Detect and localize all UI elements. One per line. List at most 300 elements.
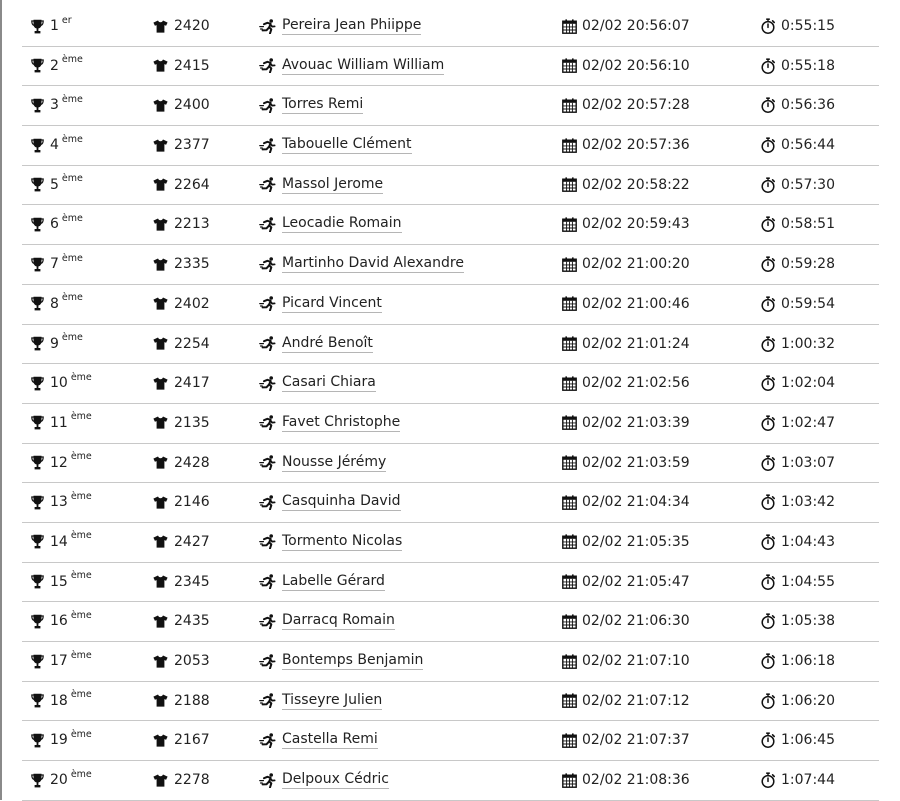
rank-number: 9 — [50, 335, 59, 352]
runner-name-link[interactable]: Massol Jerome — [282, 175, 384, 192]
rank-suffix: ème — [70, 451, 92, 463]
rank-cell — [31, 205, 83, 243]
running-icon — [259, 19, 276, 34]
results-list — [22, 7, 879, 801]
runner-name-link[interactable]: Leocadie Romain — [282, 215, 402, 232]
rank-cell — [31, 47, 83, 85]
duration: 0:59:28 — [781, 256, 835, 273]
name-cell — [259, 47, 444, 85]
rank-suffix: ème — [61, 54, 83, 66]
rank-suffix: ème — [61, 292, 83, 304]
rank-number: 1 — [50, 18, 59, 34]
stopwatch-icon — [760, 653, 776, 669]
calendar-icon — [562, 376, 577, 391]
trophy-icon — [31, 455, 44, 470]
stopwatch-icon — [760, 256, 776, 272]
bib-cell — [153, 47, 210, 85]
trophy-icon — [31, 415, 44, 430]
trophy-icon — [31, 654, 44, 669]
finish-datetime: 02/02 20:58:22 — [582, 176, 690, 193]
rank-number: 5 — [50, 176, 59, 193]
tshirt-icon — [153, 20, 168, 33]
rank-cell — [31, 285, 83, 323]
calendar-icon — [562, 455, 577, 470]
rank-cell — [31, 7, 72, 45]
stopwatch-icon — [760, 97, 776, 113]
running-icon — [259, 654, 276, 669]
rank-number: 17 — [50, 653, 68, 669]
stopwatch-icon — [760, 18, 776, 34]
trophy-icon — [31, 58, 44, 73]
bib-cell — [153, 483, 210, 521]
duration: 1:03:07 — [781, 454, 835, 471]
result-row — [22, 404, 879, 444]
name-cell — [259, 602, 395, 640]
result-row — [22, 325, 879, 365]
running-icon — [259, 257, 276, 272]
rank-cell — [31, 126, 83, 164]
rank-suffix: ème — [70, 530, 92, 542]
stopwatch-icon — [760, 534, 776, 550]
rank-suffix: ème — [70, 411, 92, 423]
name-cell — [259, 682, 382, 720]
result-row — [22, 126, 879, 166]
rank-suffix: ème — [70, 768, 92, 780]
calendar-icon — [562, 693, 577, 708]
rank-suffix: er — [61, 14, 72, 26]
datetime-cell — [562, 126, 690, 164]
datetime-cell — [562, 364, 690, 402]
calendar-icon — [562, 58, 577, 73]
runner-name-link[interactable]: Avouac William William — [282, 56, 445, 73]
trophy-icon — [31, 217, 44, 232]
calendar-icon — [562, 19, 577, 34]
running-icon — [259, 376, 276, 391]
trophy-icon — [31, 614, 44, 629]
left-border — [0, 0, 2, 800]
stopwatch-icon — [760, 772, 776, 788]
rank-cell — [31, 444, 92, 482]
datetime-cell — [562, 205, 690, 243]
stopwatch-icon — [760, 693, 776, 709]
rank-cell — [31, 86, 83, 124]
tshirt-icon — [153, 139, 168, 152]
duration: 1:02:04 — [781, 375, 835, 392]
duration-cell — [760, 563, 835, 601]
calendar-icon — [562, 415, 577, 430]
name-cell — [259, 166, 383, 204]
trophy-icon — [31, 336, 44, 351]
datetime-cell — [562, 47, 690, 85]
bib-number: 2053 — [174, 653, 210, 669]
bib-cell — [153, 285, 210, 323]
running-icon — [259, 58, 276, 73]
datetime-cell — [562, 166, 690, 204]
rank-cell — [31, 721, 92, 759]
tshirt-icon — [153, 416, 168, 429]
calendar-icon — [562, 98, 577, 113]
rank-suffix: ème — [70, 689, 92, 701]
result-row — [22, 761, 879, 801]
datetime-cell — [562, 285, 690, 323]
stopwatch-icon — [760, 137, 776, 153]
tshirt-icon — [153, 456, 168, 469]
runner-name-link[interactable]: Martinho David Alexandre — [282, 255, 464, 272]
calendar-icon — [562, 217, 577, 232]
bib-cell — [153, 205, 210, 243]
trophy-icon — [31, 376, 44, 391]
result-row — [22, 7, 879, 47]
result-row — [22, 721, 879, 761]
bib-number: 2427 — [174, 533, 210, 550]
finish-datetime: 02/02 20:57:28 — [582, 97, 690, 114]
rank-number: 4 — [50, 137, 59, 154]
datetime-cell — [562, 444, 690, 482]
rank-cell — [31, 166, 83, 204]
duration-cell — [760, 682, 835, 720]
bib-cell — [153, 602, 210, 640]
duration: 1:07:44 — [781, 772, 835, 789]
runner-name-link[interactable]: Pereira Jean Phiippe — [282, 17, 422, 33]
bib-number: 2415 — [174, 57, 210, 74]
duration-cell — [760, 721, 835, 759]
bib-number: 2278 — [174, 772, 210, 789]
finish-datetime: 02/02 20:56:07 — [582, 18, 690, 34]
finish-datetime: 02/02 21:06:30 — [582, 613, 690, 630]
datetime-cell — [562, 761, 690, 799]
trophy-icon — [31, 98, 44, 113]
duration-cell — [760, 205, 835, 243]
runner-name-link[interactable]: Casari Chiara — [282, 374, 376, 391]
rank-number: 16 — [50, 613, 68, 630]
stopwatch-icon — [760, 177, 776, 193]
calendar-icon — [562, 257, 577, 272]
rank-cell — [31, 602, 92, 640]
bib-cell — [153, 404, 210, 442]
running-icon — [259, 534, 276, 549]
rank-suffix: ème — [61, 133, 83, 145]
name-cell — [259, 325, 373, 363]
bib-number: 2377 — [174, 137, 210, 154]
result-row — [22, 285, 879, 325]
tshirt-icon — [153, 178, 168, 191]
tshirt-icon — [153, 694, 168, 707]
duration: 0:56:36 — [781, 97, 835, 114]
trophy-icon — [31, 495, 44, 510]
rank-number: 20 — [50, 772, 68, 789]
trophy-icon — [31, 177, 44, 192]
name-cell — [259, 404, 400, 442]
tshirt-icon — [153, 734, 168, 747]
duration: 0:55:15 — [781, 18, 835, 34]
duration: 0:59:54 — [781, 295, 835, 312]
rank-cell — [31, 404, 92, 442]
bib-cell — [153, 7, 210, 45]
bib-cell — [153, 563, 210, 601]
datetime-cell — [562, 642, 690, 680]
datetime-cell — [562, 682, 690, 720]
duration-cell — [760, 444, 835, 482]
rank-number: 3 — [50, 97, 59, 114]
finish-datetime: 02/02 21:03:59 — [582, 454, 690, 471]
rank-suffix: ème — [70, 728, 92, 740]
duration-cell — [760, 325, 835, 363]
runner-name-link[interactable]: Favet Christophe — [282, 413, 401, 430]
runner-name-link[interactable]: Tormento Nicolas — [282, 532, 403, 549]
bib-number: 2146 — [174, 494, 210, 511]
finish-datetime: 02/02 21:01:24 — [582, 335, 690, 352]
duration-cell — [760, 47, 835, 85]
duration-cell — [760, 86, 835, 124]
rank-suffix: ème — [61, 252, 83, 264]
stopwatch-icon — [760, 58, 776, 74]
running-icon — [259, 336, 276, 351]
duration-cell — [760, 642, 835, 680]
finish-datetime: 02/02 21:00:20 — [582, 256, 690, 273]
running-icon — [259, 574, 276, 589]
result-row — [22, 245, 879, 285]
name-cell — [259, 642, 423, 680]
calendar-icon — [562, 773, 577, 788]
name-cell — [259, 721, 378, 759]
tshirt-icon — [153, 218, 168, 231]
calendar-icon — [562, 336, 577, 351]
tshirt-icon — [153, 258, 168, 271]
runner-name-link[interactable]: Bontemps Benjamin — [282, 652, 424, 668]
bib-number: 2345 — [174, 573, 210, 590]
runner-name-link[interactable]: André Benoît — [282, 334, 373, 351]
duration: 1:03:42 — [781, 494, 835, 511]
name-cell — [259, 205, 402, 243]
rank-cell — [31, 364, 92, 402]
duration-cell — [760, 126, 835, 164]
datetime-cell — [562, 721, 690, 759]
bib-number: 2400 — [174, 97, 210, 114]
duration: 1:04:55 — [781, 573, 835, 590]
bib-number: 2213 — [174, 216, 210, 233]
bib-number: 2435 — [174, 613, 210, 630]
duration-cell — [760, 285, 835, 323]
finish-datetime: 02/02 21:08:36 — [582, 772, 690, 789]
running-icon — [259, 138, 276, 153]
rank-suffix: ème — [70, 609, 92, 621]
duration: 1:06:45 — [781, 732, 835, 749]
tshirt-icon — [153, 575, 168, 588]
stopwatch-icon — [760, 494, 776, 510]
datetime-cell — [562, 563, 690, 601]
rank-cell — [31, 245, 83, 283]
bib-number: 2167 — [174, 732, 210, 749]
bib-number: 2335 — [174, 256, 210, 273]
tshirt-icon — [153, 99, 168, 112]
rank-suffix: ème — [70, 490, 92, 502]
rank-number: 6 — [50, 216, 59, 233]
duration-cell — [760, 7, 835, 45]
bib-cell — [153, 444, 210, 482]
calendar-icon — [562, 177, 577, 192]
trophy-icon — [31, 773, 44, 788]
runner-name-link[interactable]: Nousse Jérémy — [282, 453, 387, 470]
rank-number: 11 — [50, 414, 68, 431]
duration: 1:06:18 — [781, 653, 835, 669]
bib-cell — [153, 325, 210, 363]
rank-number: 2 — [50, 57, 59, 74]
name-cell — [259, 761, 389, 799]
rank-cell — [31, 761, 92, 799]
trophy-icon — [31, 296, 44, 311]
duration-cell — [760, 166, 835, 204]
rank-suffix: ème — [70, 371, 92, 383]
result-row — [22, 602, 879, 642]
finish-datetime: 02/02 21:03:39 — [582, 414, 690, 431]
result-row — [22, 523, 879, 563]
finish-datetime: 02/02 21:07:10 — [582, 653, 690, 669]
runner-name-link[interactable]: Torres Remi — [282, 96, 364, 113]
running-icon — [259, 296, 276, 311]
running-icon — [259, 98, 276, 113]
result-row — [22, 364, 879, 404]
trophy-icon — [31, 693, 44, 708]
runner-name-link[interactable]: Tabouelle Clément — [282, 136, 412, 153]
finish-datetime: 02/02 20:59:43 — [582, 216, 690, 233]
finish-datetime: 02/02 20:57:36 — [582, 137, 690, 154]
running-icon — [259, 614, 276, 629]
duration: 1:02:47 — [781, 414, 835, 431]
tshirt-icon — [153, 655, 168, 668]
rank-suffix: ème — [70, 570, 92, 582]
stopwatch-icon — [760, 732, 776, 748]
tshirt-icon — [153, 59, 168, 72]
rank-suffix: ème — [61, 93, 83, 105]
runner-name-link[interactable]: Picard Vincent — [282, 294, 382, 311]
bib-number: 2428 — [174, 454, 210, 471]
stopwatch-icon — [760, 613, 776, 629]
stopwatch-icon — [760, 296, 776, 312]
result-row — [22, 483, 879, 523]
trophy-icon — [31, 733, 44, 748]
finish-datetime: 02/02 21:07:12 — [582, 692, 690, 709]
result-row — [22, 166, 879, 206]
result-row — [22, 642, 879, 682]
runner-name-link[interactable]: Casquinha David — [282, 493, 401, 510]
rank-cell — [31, 682, 92, 720]
calendar-icon — [562, 138, 577, 153]
duration-cell — [760, 404, 835, 442]
duration: 1:00:32 — [781, 335, 835, 352]
result-row — [22, 86, 879, 126]
rank-number: 18 — [50, 692, 68, 709]
duration: 1:06:20 — [781, 692, 835, 709]
result-row — [22, 205, 879, 245]
tshirt-icon — [153, 496, 168, 509]
running-icon — [259, 217, 276, 232]
running-icon — [259, 415, 276, 430]
name-cell — [259, 523, 402, 561]
rank-number: 13 — [50, 494, 68, 511]
running-icon — [259, 455, 276, 470]
rank-cell — [31, 563, 92, 601]
duration-cell — [760, 523, 835, 561]
rank-number: 12 — [50, 454, 68, 471]
finish-datetime: 02/02 21:02:56 — [582, 375, 690, 392]
datetime-cell — [562, 245, 690, 283]
bib-cell — [153, 364, 210, 402]
datetime-cell — [562, 325, 690, 363]
bib-cell — [153, 642, 210, 680]
trophy-icon — [31, 257, 44, 272]
tshirt-icon — [153, 615, 168, 628]
datetime-cell — [562, 602, 690, 640]
name-cell — [259, 483, 401, 521]
calendar-icon — [562, 614, 577, 629]
running-icon — [259, 177, 276, 192]
datetime-cell — [562, 7, 690, 45]
result-row — [22, 47, 879, 87]
calendar-icon — [562, 534, 577, 549]
tshirt-icon — [153, 297, 168, 310]
rank-number: 19 — [50, 732, 68, 749]
finish-datetime: 02/02 21:07:37 — [582, 732, 690, 749]
runner-name-link[interactable]: Tisseyre Julien — [282, 691, 383, 708]
stopwatch-icon — [760, 415, 776, 431]
running-icon — [259, 693, 276, 708]
duration-cell — [760, 761, 835, 799]
duration: 0:57:30 — [781, 176, 835, 193]
datetime-cell — [562, 523, 690, 561]
name-cell — [259, 364, 376, 402]
calendar-icon — [562, 654, 577, 669]
bib-number: 2254 — [174, 335, 210, 352]
bib-cell — [153, 523, 210, 561]
rank-number: 7 — [50, 256, 59, 273]
name-cell — [259, 86, 363, 124]
trophy-icon — [31, 19, 44, 34]
stopwatch-icon — [760, 336, 776, 352]
bib-number: 2264 — [174, 176, 210, 193]
duration: 1:05:38 — [781, 613, 835, 630]
finish-datetime: 02/02 21:05:35 — [582, 533, 690, 550]
trophy-icon — [31, 138, 44, 153]
calendar-icon — [562, 733, 577, 748]
name-cell — [259, 126, 412, 164]
runner-name-link[interactable]: Darracq Romain — [282, 612, 395, 629]
duration: 0:55:18 — [781, 57, 835, 74]
duration: 0:56:44 — [781, 137, 835, 154]
duration-cell — [760, 364, 835, 402]
runner-name-link[interactable]: Labelle Gérard — [282, 572, 385, 589]
result-row — [22, 444, 879, 484]
rank-cell — [31, 325, 83, 363]
rank-number: 10 — [50, 375, 68, 392]
rank-number: 8 — [50, 295, 59, 312]
calendar-icon — [562, 574, 577, 589]
stopwatch-icon — [760, 574, 776, 590]
tshirt-icon — [153, 337, 168, 350]
trophy-icon — [31, 574, 44, 589]
rank-cell — [31, 483, 92, 521]
bib-cell — [153, 721, 210, 759]
rank-number: 15 — [50, 573, 68, 590]
runner-name-link[interactable]: Castella Remi — [282, 731, 378, 748]
tshirt-icon — [153, 377, 168, 390]
stopwatch-icon — [760, 216, 776, 232]
duration: 0:58:51 — [781, 216, 835, 233]
rank-suffix: ème — [70, 649, 92, 661]
datetime-cell — [562, 404, 690, 442]
bib-number: 2402 — [174, 295, 210, 312]
stopwatch-icon — [760, 455, 776, 471]
runner-name-link[interactable]: Delpoux Cédric — [282, 771, 389, 788]
